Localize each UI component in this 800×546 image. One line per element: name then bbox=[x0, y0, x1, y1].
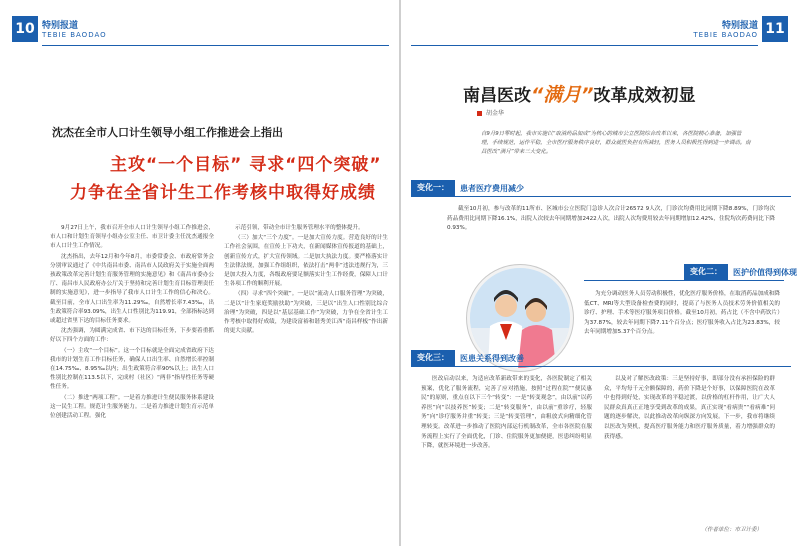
section-title-en: TEBIE BAODAO bbox=[42, 31, 107, 39]
section-title: 特别报道 bbox=[42, 21, 79, 31]
paragraph: （二）推进“两项工程”。一是着力推进计生便民服务体系建设这一民生工程。规范计生服务能力。二是着力推进计划生育示范单位创建活动工程。强化 bbox=[50, 394, 214, 420]
title-suffix: 改革成效初显 bbox=[593, 86, 696, 106]
running-head-right bbox=[401, 16, 800, 42]
header-rule bbox=[42, 45, 389, 46]
page-number: 10 bbox=[12, 16, 38, 42]
page-number: 11 bbox=[762, 16, 788, 42]
section-3-body bbox=[421, 375, 775, 452]
section-title-en: TEBIE BAODAO bbox=[693, 31, 758, 39]
section-tag: 变化三： bbox=[411, 350, 455, 366]
paragraph: 示范引领，带动全市计生服务管理水平的整体提升。 bbox=[235, 225, 364, 231]
header-rule bbox=[411, 45, 758, 46]
paragraph: （一）主攻“一个目标”。这一个目标就是全面完成省政府下达我市的计划生育工作目标任务，确保人口出生率、自然增长率控制在14.75‰、8.95‰以内；出生政策符合率90%以上；出生人口性别比控制在113.5以下，完成村（社区）“两非”指导性任务等硬性任务。 bbox=[50, 347, 214, 391]
paragraph: 截至10月初，参与改革的11所市、区城市公立医院门急诊人次合计26572 9人次，门诊次均费用比同期下降8.89%，门诊均次药品费用比同期下降16.1%，出院人次较去年同期增加2422人次，出院人次均费用较去年同期增加12.42%，住院均次药费同比下降0.93%。 bbox=[447, 206, 775, 232]
right-page bbox=[401, 0, 800, 546]
section-2-body bbox=[584, 290, 780, 338]
article-kicker: 沈杰在全市人口计生领导小组工作推进会上指出 bbox=[52, 126, 283, 139]
section-banner-2 bbox=[684, 264, 797, 280]
article-title bbox=[463, 80, 695, 107]
body-column-2 bbox=[224, 224, 388, 422]
body-column-1 bbox=[421, 375, 592, 452]
paragraph: 9月27日上午，我市召开全市人口计生领导小组工作推进会，市人口和计划生育领导小组办公室主任、市卫计委主任沈杰通报全市人口计生工作情况。 bbox=[50, 225, 214, 250]
paragraph: 沈杰强调，为圆满完成省、市下达的目标任务，下步要着重抓好以下四个方面的工作： bbox=[50, 328, 214, 344]
section-label bbox=[42, 18, 107, 39]
body-column-1 bbox=[50, 224, 214, 422]
headline-line-2: 力争在全省计生工作考核中取得好成绩 bbox=[70, 183, 376, 203]
paragraph: 以及对了解医改政策：三是坚持好事，即部分没有承担保险的群众，平均每千元全额保障的，药价下降是个好事，以保障医院在改革中也得到好处，实现改革的平稳过渡，以价格的杠杆作用，让广大人民群众真真正正地享受到改革的成果，真正实现“看病贵”“看病难”问题的逐步解决，以此推动改革向纵深方向发展。下一步，我市将继续以医改为契机，提高医疗服务能力和医疗服务质量，着力增强群众的获得感。 bbox=[604, 376, 775, 440]
article-body bbox=[50, 224, 388, 422]
section-heading: 医患关系得到改善 bbox=[460, 353, 524, 363]
title-quote: “满月” bbox=[531, 84, 594, 106]
section-rule bbox=[411, 196, 791, 197]
section-rule bbox=[584, 280, 784, 281]
section-title: 特别报道 bbox=[721, 21, 758, 31]
section-rule bbox=[411, 366, 791, 367]
paragraph: 为充分调动医务人员劳动积极性，优化医疗服务价格，在取消药品加成和降低CT、MRI等大型设备检查费的同时，提高了与医务人员技术劳务价值相关的诊疗、护理、手术等医疗服务项目价格。截至10月初，药占比（不含中药饮片）为37.87%，较去年同期下降7.11个百分点；医疗服务收入占比为23.83%，较去年同期增加5.37个百分点。 bbox=[584, 291, 780, 336]
section-1-body bbox=[447, 205, 775, 234]
author-name: 胡金华 bbox=[486, 110, 505, 117]
section-heading: 医护价值得到体现 bbox=[733, 267, 797, 277]
section-heading: 患者医疗费用减少 bbox=[460, 183, 524, 193]
author-credit: （作者单位：市卫计委） bbox=[701, 527, 762, 533]
byline-marker-icon bbox=[477, 111, 482, 116]
title-prefix: 南昌医改 bbox=[463, 86, 531, 106]
body-column-2 bbox=[604, 375, 775, 452]
paragraph: 沈杰指出，去年12月和今年8月，市委常委会、市政府常务会分别审议通过了《中共南昌市委、南昌市人民政府关于实施全面两孩政策改革完善计划生育服务管理的实施意见》和《南昌市委办公厅、南昌市人民政府办公厅关于坚持和完善计划生育目标管理责任制的实施意见》，进一步指导了我市人口计生工作的信心和决心。截至目前，全市人口出生率为11.29‰，自然增长率7.43‰，出生政策符合率93.09%，出生人口性别比为119.91，全部指标达到或超过省里下达的目标任务要求。 bbox=[50, 253, 214, 325]
section-banner-3 bbox=[411, 350, 524, 366]
headline-line-1: 主攻“一个目标” 寻求“四个突破” bbox=[110, 155, 382, 175]
paragraph: （三）加大“三个力度”。一是加大宣传力度。营造良好的计生工作社会氛围，在宣传上下功夫，在新闻媒体宣传报道的基础上，创新宣传方式，扩大宣传领域。二是加大执法力度。要严格落实计生法律法规，加强工作组组织，依法打击“两非”违法违规行为，三是加大投入力度，各级政府要足额落实计生工作经费，保障人口计生各项工作的顺利开展。 bbox=[224, 235, 388, 288]
running-head-left bbox=[0, 16, 399, 42]
paragraph: 医改启动以来，为适应改革新政带来的变化，各医院制定了相关预案，优化了服务流程，完善了应对措施，按照“过程在院”“便民惠民”的原则，重点在以下三个“转变”：一是“转变观念”，由以前“以药养医”向“以技养医”转变；二是“转变服务”，由以前“重诊疗，轻服务”向“诊疗服务并重”转变；三是“转变管理”，由粗放式向精细化管理转变。改革进一步推动了医院内部运行机制改革，全市各医院在服务流程上实行了全面优化，门诊、住院服务更加便捷，医患纠纷明显下降，就医环境进一步改善。 bbox=[421, 376, 592, 450]
paragraph: （四）寻求“四个突破”。一是以“流动人口服务管理”为突破，二是以“计生家庭奖励扶助”为突破，三是以“出生人口性别比综合治理”为突破，四是以“基层基础工作”为突破，力争在全省计生工作考核中取得好成绩，为建设富裕和谐秀美江西“南昌样板”作出新的更大贡献。 bbox=[224, 291, 388, 335]
section-tag: 变化一： bbox=[411, 180, 455, 196]
article-lead: 自9月9日零时起，我市实施以“取消药品加成”为核心的城市公立医院综合改革以来，各医院精心准备，加强管理，手续规范，运作平稳，全市医疗服务秩序良好，群众就医负担有所减轻，医务人员积极性得到进一步调动。南昌医改“满月”带来三大变化。 bbox=[481, 131, 751, 155]
byline bbox=[477, 108, 504, 117]
section-label bbox=[693, 18, 758, 39]
section-tag: 变化二： bbox=[684, 264, 728, 280]
section-banner-1 bbox=[411, 180, 524, 196]
left-page bbox=[0, 0, 399, 546]
